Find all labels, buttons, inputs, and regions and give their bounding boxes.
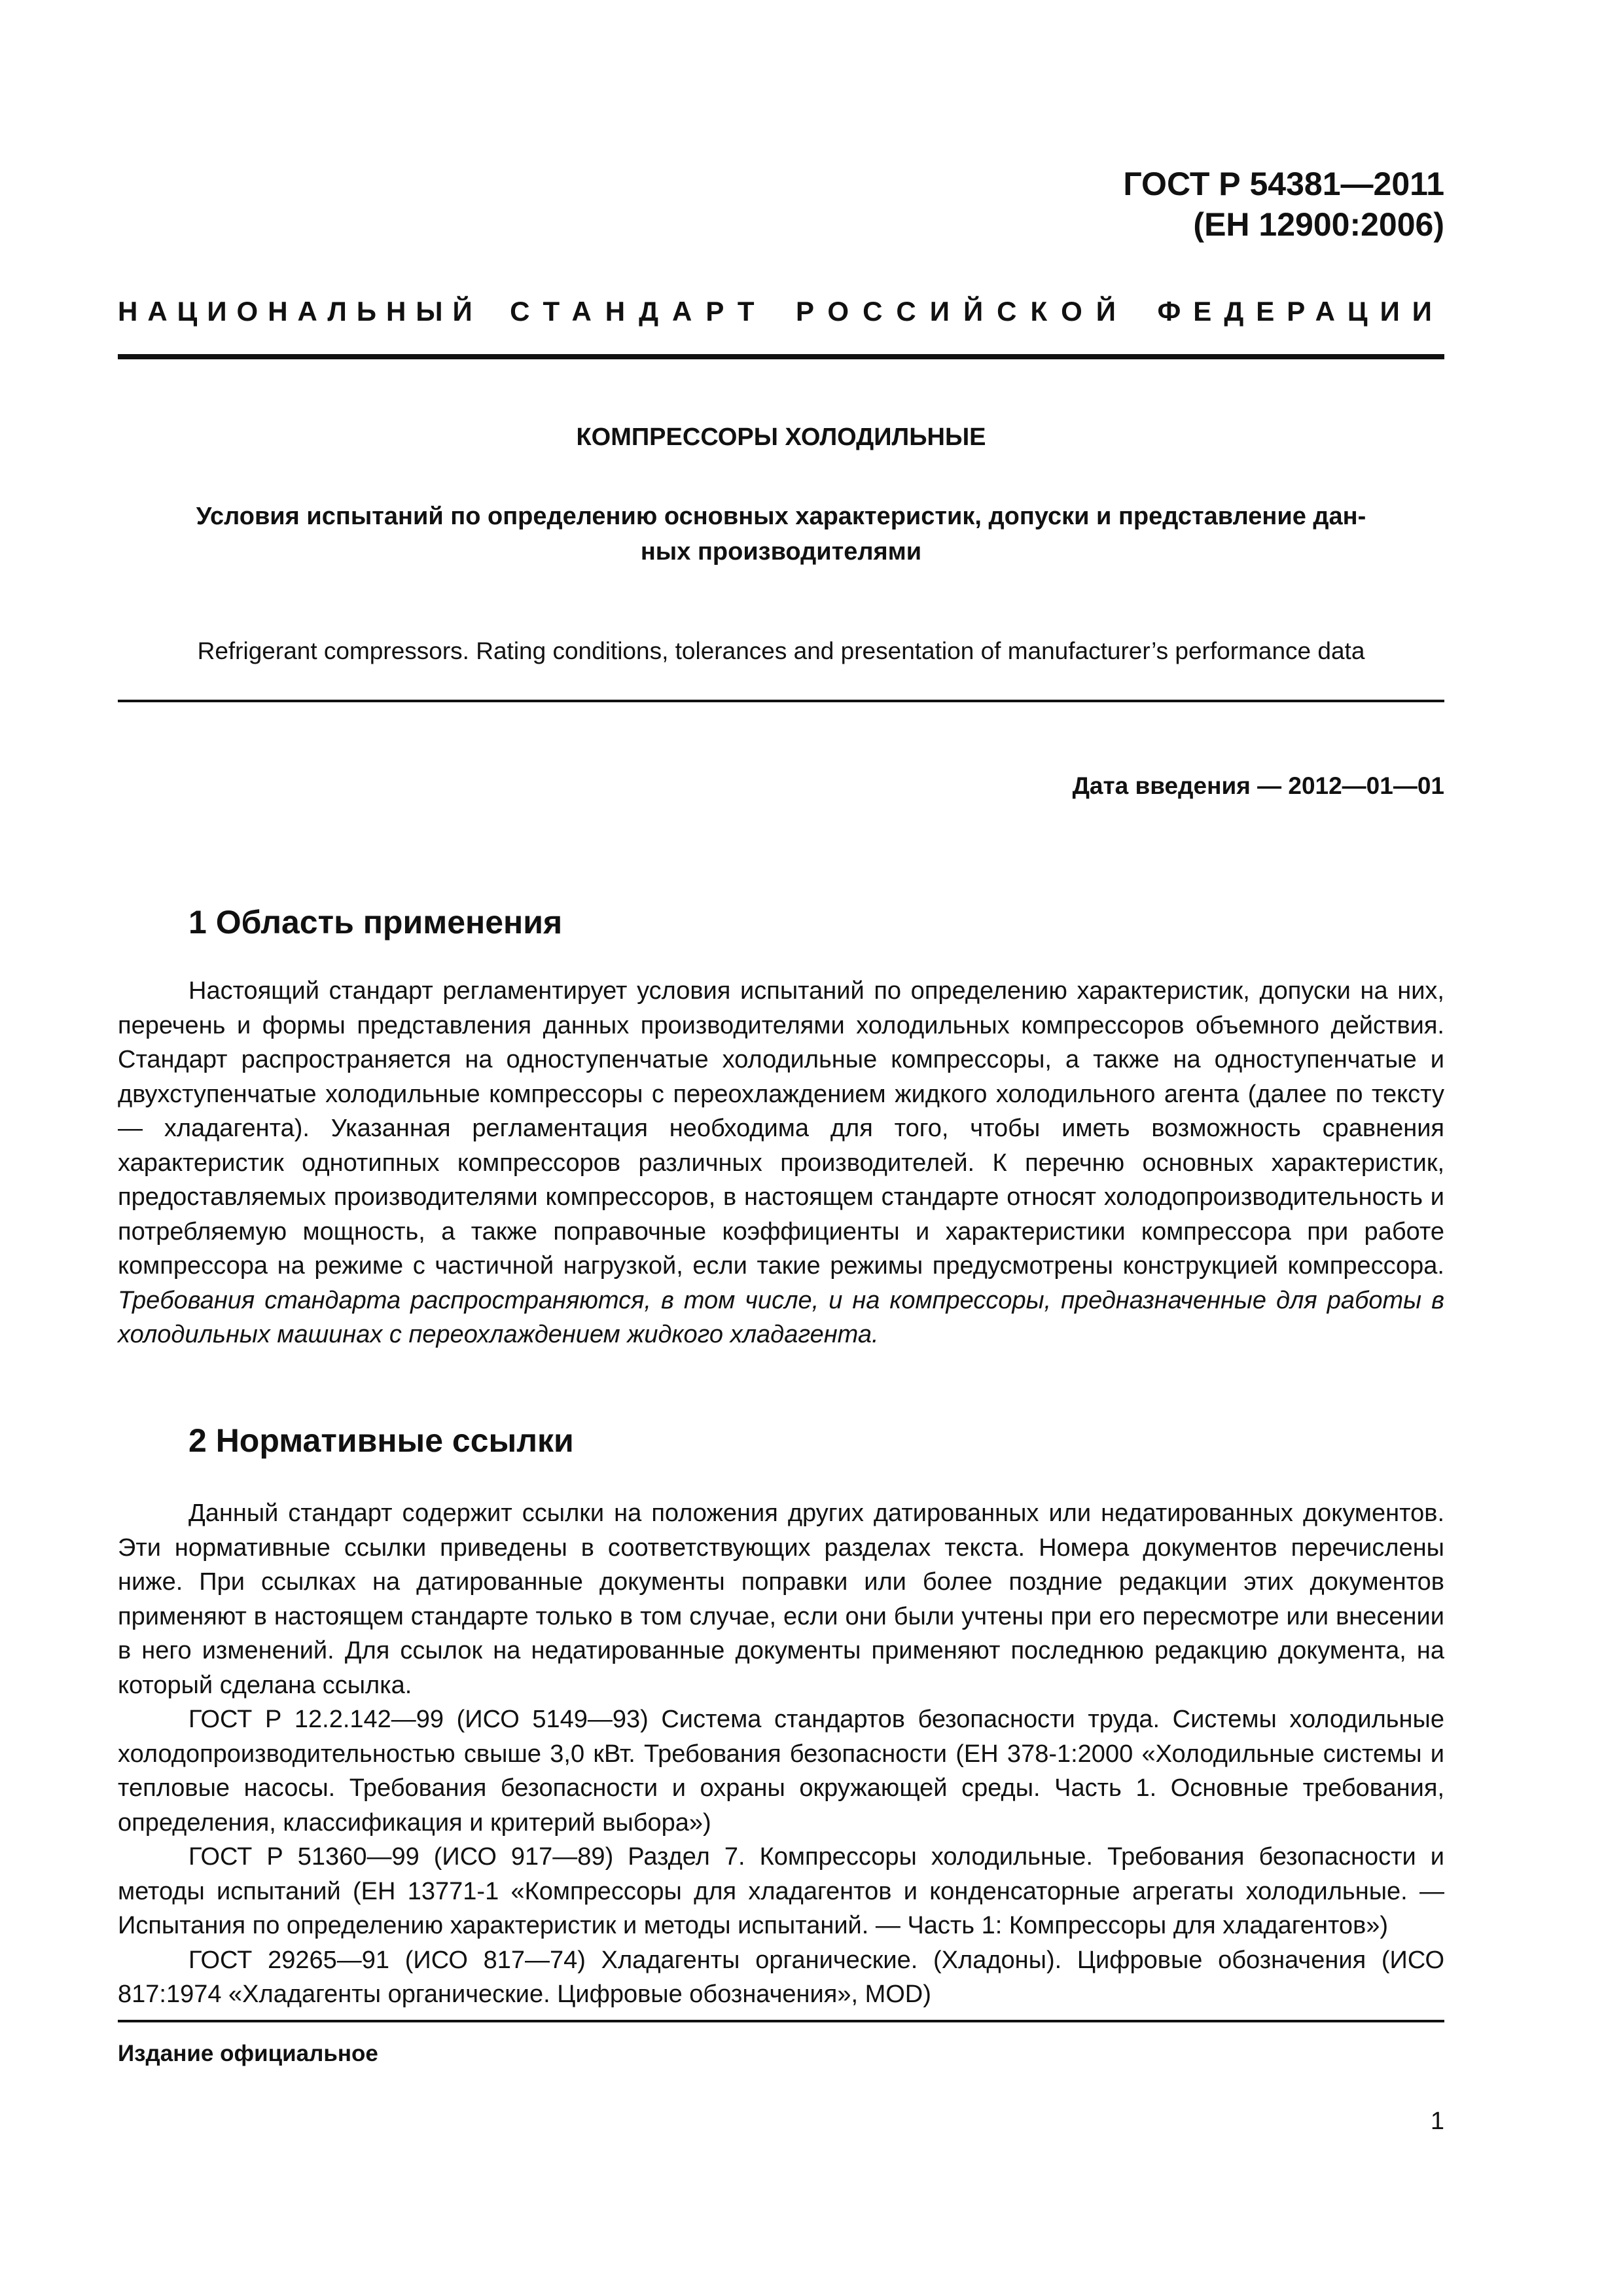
reference-entry: ГОСТ Р 12.2.142—99 (ИСО 5149—93) Система стандартов безопасности труда. Системы холодильные холодопроизводительностью свыше 3,0 кВт. Требования безопасности (ЕН 378-1:2000 «Холодильные системы и тепловые насосы. Требования безопасности и охраны окружающей среды. Часть 1. Основные требования, определения, классификация и критерий выбора») bbox=[118, 1706, 1444, 1837]
national-heading-word: СТАНДАРТ bbox=[510, 296, 768, 327]
national-heading-word: НАЦИОНАЛЬНЫЙ bbox=[118, 296, 482, 327]
paragraph-italic-text: Требования стандарта распространяются, в том числе, и на компрессоры, предназначенные для работы в холодильных машинах с переохлаждением жидкого хладагента. bbox=[118, 1286, 1444, 1348]
standard-number: ГОСТ Р 54381—2011 bbox=[1123, 166, 1444, 202]
document-title: КОМПРЕССОРЫ ХОЛОДИЛЬНЫЕ bbox=[576, 423, 986, 451]
paragraph: Данный стандарт содержит ссылки на положения других датированных или недатированных документов. Эти нормативные ссылки приведены в соответствующих разделах текста. Номера документов перечислены ниже. При ссылках на датированные документы поправки или более поздние редакции этих документов применяют в настоящем стандарте только в том случае, если они были учтены при его пересмотре или внесении в него изменений. Для ссылок на недатированные документы применяют последнюю редакцию документа, на который сделана ссылка. bbox=[118, 1499, 1444, 1699]
footer-rule bbox=[118, 2020, 1444, 2022]
page-number: 1 bbox=[1430, 2108, 1444, 2135]
section-heading: 1 Область применения bbox=[188, 904, 563, 941]
introduction-date: Дата введения — 2012—01—01 bbox=[1072, 772, 1444, 799]
title-rule bbox=[118, 700, 1444, 702]
equivalent-standard: (ЕН 12900:2006) bbox=[1193, 206, 1444, 243]
header-rule bbox=[118, 354, 1444, 359]
edition-label: Издание официальное bbox=[118, 2041, 378, 2066]
reference-entry: ГОСТ Р 51360—99 (ИСО 917—89) Раздел 7. Компрессоры холодильные. Требования безопасности и методы испытаний (ЕН 13771-1 «Компрессоры для хладагентов и конденсаторные агрегаты холодильные. — Испытания по определению характеристик и методы испытаний. — Часть 1: Компрессоры для хладагентов») bbox=[118, 1843, 1444, 1939]
document-number-block bbox=[785, 164, 1444, 245]
section-heading: 2 Нормативные ссылки bbox=[188, 1422, 574, 1459]
section-2-body bbox=[118, 1496, 1444, 2012]
national-heading-word: РОССИЙСКОЙ bbox=[795, 296, 1130, 327]
subtitle-line: ных производителями bbox=[640, 538, 922, 565]
english-title: Refrigerant compressors. Rating conditions, tolerances and presentation of manufacturer’s performance data bbox=[197, 637, 1365, 664]
national-heading-word: ФЕДЕРАЦИИ bbox=[1157, 296, 1444, 327]
national-standard-heading bbox=[118, 296, 1444, 327]
paragraph-text: Настоящий стандарт регламентирует условия испытаний по определению характеристик, допуски на них, перечень и формы представления данных производителями холодильных компрессоров объемного действия. Стандарт распространяется на одноступенчатые холодильные компрессоры, а также на одноступенчатые и двухступенчатые холодильные компрессоры с переохлаждением жидкого холодильного агента (далее по тексту — хладагента). Указанная регламентация необходима для того, чтобы иметь возможность сравнения характеристик однотипных компрессоров различных производителей. К перечню основных характеристик, предоставляемых производителями компрессоров, в настоящем стандарте относят холодопроизводительность и потребляемую мощность, а также поправочные коэффициенты и характеристики компрессора при работе компрессора на режиме с частичной нагрузкой, если такие режимы предусмотрены конструкцией компрессора. bbox=[118, 977, 1444, 1280]
document-subtitle bbox=[118, 499, 1444, 569]
section-1-paragraph bbox=[118, 974, 1444, 1352]
subtitle-line: Условия испытаний по определению основных характеристик, допуски и представление дан- bbox=[196, 503, 1366, 530]
reference-entry: ГОСТ 29265—91 (ИСО 817—74) Хладагенты органические. (Хладоны). Цифровые обозначения (ИСО 817:1974 «Хладагенты органические. Цифровые обозначения», MOD) bbox=[118, 1946, 1444, 2008]
